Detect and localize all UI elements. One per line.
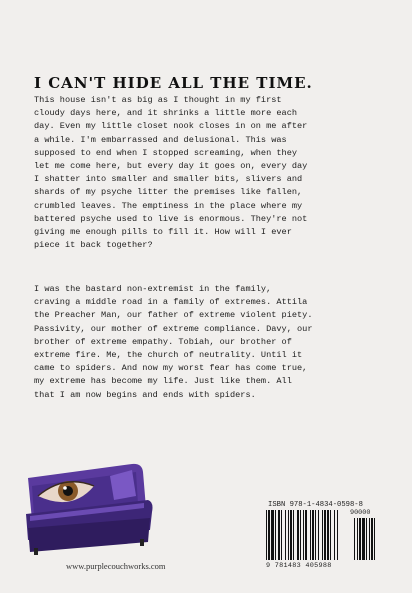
blurb-line: day. Even my little closet nook closes in on me after: [34, 121, 308, 132]
blurb-paragraph-1: [34, 94, 384, 252]
blurb-line: let me come here, but every day it goes on, every day: [34, 161, 308, 172]
blurb-line: that I am now begins and ends with spiders.: [34, 389, 256, 400]
blurb-line: giving me enough pills to fill it. How will I ever: [34, 227, 292, 238]
blurb-line: extreme fire. Me, the church of neutrality. Until it: [34, 350, 303, 361]
price-code: 90000: [350, 509, 371, 517]
barcode-digits: 9 781483 405988: [266, 562, 332, 570]
blurb-line: a while. I'm embarrassed and delusional. This was: [34, 134, 287, 145]
publisher-website: www.purplecouchworks.com: [66, 561, 166, 571]
couch-eye-illustration: [24, 456, 154, 556]
blurb-line: Passivity, our mother of extreme compliance. Davy, our: [34, 323, 313, 334]
blurb-line: the Preacher Man, our father of extreme violent piety.: [34, 310, 313, 321]
isbn-label: ISBN 978-1-4834-0598-8: [268, 501, 363, 509]
blurb-line: This house isn't as big as I thought in my first: [34, 95, 282, 105]
blurb-line: I shatter into smaller and smaller bits, slivers and: [34, 174, 303, 185]
blurb-line: came to spiders. And now my worst fear has come true,: [34, 363, 308, 374]
blurb-line: piece it back together?: [34, 240, 153, 251]
headline: I CAN'T HIDE ALL THE TIME.: [34, 74, 313, 92]
barcode-graphic: [264, 510, 386, 562]
blurb-line: cloudy days here, and it shrinks a little more each: [34, 108, 298, 119]
blurb-line: crumbled leaves. The emptiness in the place where my: [34, 200, 303, 211]
blurb-line: brother of extreme empathy. Tobiah, our brother of: [34, 336, 292, 347]
blurb-line: I was the bastard non-extremist in the family,: [34, 284, 272, 294]
blurb-line: craving a middle road in a family of extremes. Attila: [34, 297, 308, 308]
blurb-paragraph-2: [34, 283, 384, 402]
blurb-line: my extreme has become my life. Just like them. All: [34, 376, 292, 387]
blurb-line: battered psyche used to live is enormous. They're not: [34, 213, 308, 224]
blurb-line: shards of my psyche litter the premises like fallen,: [34, 187, 303, 198]
blurb-line: supposed to end when I stopped screaming, when they: [34, 147, 298, 158]
